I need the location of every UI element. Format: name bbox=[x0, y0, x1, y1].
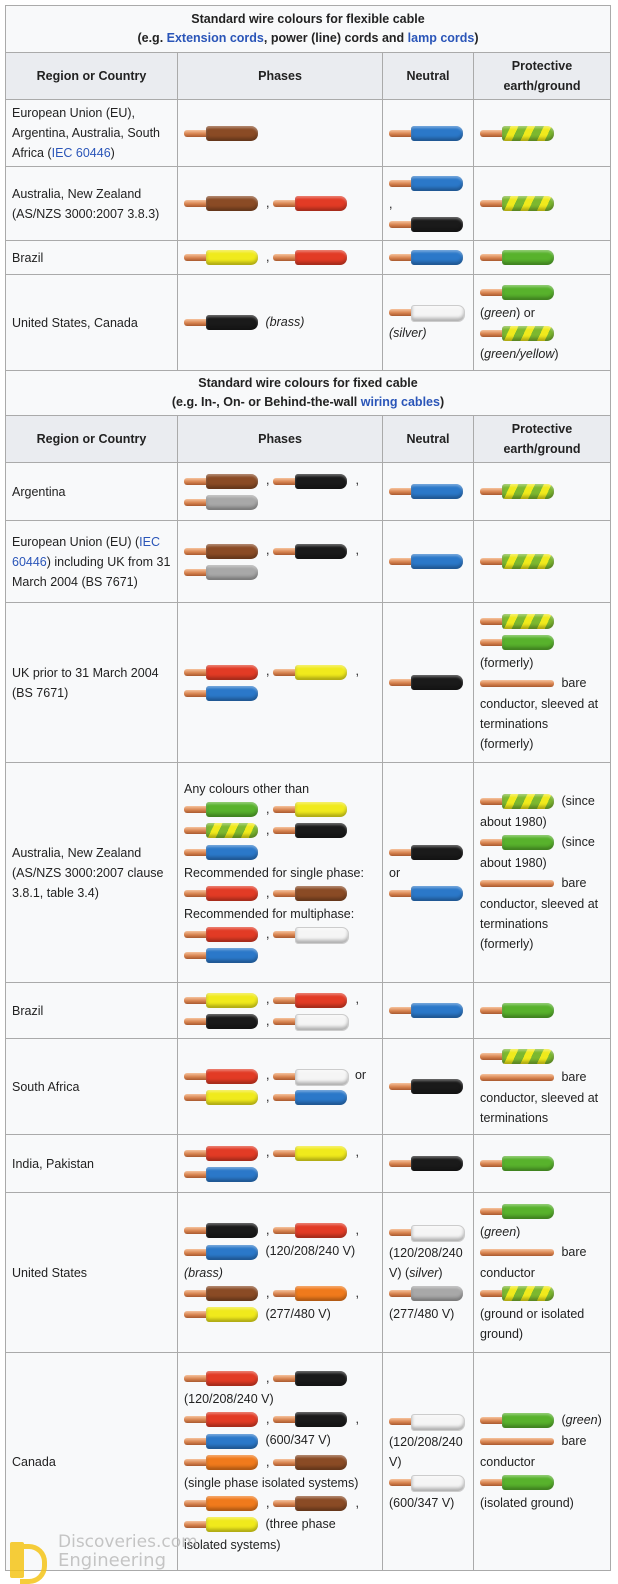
wire-green-icon bbox=[480, 1474, 558, 1491]
wire-brown-icon bbox=[273, 1454, 351, 1471]
flexible-caption: Standard wire colours for flexible cable (e.g. Extension cords, power (line) cords and lamp cords) bbox=[6, 6, 611, 53]
wire-green-yellow-icon bbox=[480, 553, 558, 570]
wire-black-icon bbox=[273, 1370, 351, 1387]
table-row: United States , , (120/208/240 V) (brass) , , (277/480 V) (120/208/240 V) (silver) (277/480 V) (green) bare conductor (ground or isolated ground) bbox=[6, 1193, 611, 1353]
wire-red-icon bbox=[273, 992, 351, 1009]
flexible-title: Standard wire colours for flexible cable bbox=[191, 12, 425, 26]
watermark: Discoveries.com Engineering bbox=[6, 1538, 50, 1582]
wire-green-icon bbox=[480, 284, 558, 301]
wire-black-icon bbox=[184, 314, 262, 331]
wire-red-icon bbox=[184, 1370, 262, 1387]
wire-orange-icon bbox=[184, 1495, 262, 1512]
wire-blue-icon bbox=[184, 1244, 262, 1261]
wire-red-icon bbox=[273, 249, 351, 266]
wire-red-icon bbox=[273, 195, 351, 212]
iec-link[interactable]: IEC 60446 bbox=[51, 146, 111, 160]
col-pe: Protective earth/ground bbox=[474, 53, 611, 100]
wire-blue-icon bbox=[184, 685, 262, 702]
wire-blue-icon bbox=[389, 885, 467, 902]
wire-green-yellow-icon bbox=[184, 822, 262, 839]
fixed-caption: Standard wire colours for fixed cable (e.g. In-, On- or Behind-the-wall wiring cables) bbox=[6, 371, 611, 416]
wire-green-yellow-icon bbox=[480, 1285, 558, 1302]
table-row: Brazil , , , bbox=[6, 983, 611, 1039]
wire-colour-table bbox=[5, 5, 611, 1571]
wire-red-icon bbox=[184, 664, 262, 681]
table-row: South Africa , or , bare conductor, sleeved at terminations bbox=[6, 1039, 611, 1135]
wire-black-icon bbox=[389, 1078, 467, 1095]
wire-yellow-icon bbox=[184, 992, 262, 1009]
wire-yellow-icon bbox=[273, 664, 351, 681]
wire-green-yellow-icon bbox=[480, 483, 558, 500]
wire-brown-icon bbox=[184, 473, 262, 490]
wire-green-icon bbox=[480, 634, 558, 651]
wire-green-icon bbox=[184, 801, 262, 818]
wire-red-icon bbox=[184, 926, 262, 943]
table-row: Australia, New Zealand (AS/NZS 3000:2007 clause 3.8.1, table 3.4) Any colours other than , , Recommended for single phase: , Recommended for multiphase: , or (since about 1980) (since about 1980) bare conductor, sleeved at terminations (formerly) bbox=[6, 763, 611, 983]
table-row: Australia, New Zealand (AS/NZS 3000:2007 3.8.3) , , bbox=[6, 167, 611, 241]
col-neutral: Neutral bbox=[383, 53, 474, 100]
wire-brown-icon bbox=[273, 1495, 351, 1512]
wire-black-icon bbox=[273, 543, 351, 560]
wire-black-icon bbox=[184, 1013, 262, 1030]
wire-green-icon bbox=[480, 1412, 558, 1429]
wire-blue-icon bbox=[184, 1166, 262, 1183]
wire-blue-icon bbox=[389, 1002, 467, 1019]
wire-blue-icon bbox=[184, 844, 262, 861]
wire-yellow-icon bbox=[273, 1145, 351, 1162]
wire-green-yellow-icon bbox=[480, 195, 558, 212]
fixed-title: Standard wire colours for fixed cable bbox=[198, 376, 418, 390]
wire-blue-icon bbox=[273, 1089, 351, 1106]
table-row: European Union (EU) (IEC 60446) including UK from 31 March 2004 (BS 7671) , , bbox=[6, 521, 611, 603]
wire-orange-icon bbox=[273, 1285, 351, 1302]
wire-yellow-icon bbox=[184, 249, 262, 266]
wire-black-icon bbox=[389, 674, 467, 691]
wire-blue-icon bbox=[184, 947, 262, 964]
wire-white-icon bbox=[273, 1068, 351, 1085]
wire-black-icon bbox=[184, 1222, 262, 1239]
col-region: Region or Country bbox=[6, 53, 178, 100]
wire-bare-icon bbox=[480, 1244, 558, 1261]
wire-brown-icon bbox=[184, 1285, 262, 1302]
wire-black-icon bbox=[389, 1155, 467, 1172]
wire-blue-icon bbox=[389, 175, 467, 192]
lamp-cords-link[interactable]: lamp cords bbox=[407, 31, 475, 45]
wire-black-icon bbox=[389, 844, 467, 861]
flexible-header-row bbox=[6, 53, 611, 100]
wire-brown-icon bbox=[184, 125, 262, 142]
wire-bare-icon bbox=[480, 875, 558, 892]
iec-link[interactable]: IEC 60446 bbox=[12, 534, 160, 569]
wire-yellow-icon bbox=[273, 801, 351, 818]
wire-white-icon bbox=[273, 1013, 351, 1030]
wire-bare-icon bbox=[480, 1433, 558, 1450]
region-cell: European Union (EU), Argentina, Australia, South Africa (IEC 60446) bbox=[6, 100, 178, 167]
wire-red-icon bbox=[273, 1222, 351, 1239]
wire-black-icon bbox=[273, 822, 351, 839]
table-row: Canada , (120/208/240 V) , , (600/347 V) , (single phase isolated systems) , , (three phase isolated systems) (120/208/240 V) (600/347 V) (green) bare conductor (isolated ground) bbox=[6, 1353, 611, 1571]
wire-white-icon bbox=[389, 1224, 467, 1241]
wiring-cables-link[interactable]: wiring cables bbox=[360, 395, 440, 409]
wire-brown-icon bbox=[273, 885, 351, 902]
wire-blue-icon bbox=[389, 249, 467, 266]
wire-green-yellow-icon bbox=[480, 793, 558, 810]
wire-red-icon bbox=[184, 1145, 262, 1162]
table-row: UK prior to 31 March 2004 (BS 7671) , , (formerly) bare conductor, sleeved at terminations (formerly) bbox=[6, 603, 611, 763]
wire-brown-icon bbox=[184, 543, 262, 560]
wire-white-icon bbox=[389, 1413, 467, 1430]
wire-bare-icon bbox=[480, 1069, 558, 1086]
wire-orange-icon bbox=[184, 1454, 262, 1471]
table-row: United States, Canada (brass) (silver) (green) or (green/yellow) bbox=[6, 275, 611, 371]
fixed-header-row: Region or Country Phases Neutral Protective earth/ground bbox=[6, 416, 611, 463]
wire-white-icon bbox=[389, 304, 467, 321]
wire-white-icon bbox=[273, 926, 351, 943]
wire-green-icon bbox=[480, 1155, 558, 1172]
wire-yellow-icon bbox=[184, 1089, 262, 1106]
col-phases: Phases bbox=[178, 53, 383, 100]
extension-cords-link[interactable]: Extension cords bbox=[166, 31, 264, 45]
wire-green-yellow-icon bbox=[480, 125, 558, 142]
wire-blue-icon bbox=[389, 483, 467, 500]
wire-red-icon bbox=[184, 1411, 262, 1428]
table-row: India, Pakistan , , bbox=[6, 1135, 611, 1193]
wire-blue-icon bbox=[184, 1433, 262, 1450]
wire-black-icon bbox=[273, 473, 351, 490]
wire-white-icon bbox=[389, 1474, 467, 1491]
wire-green-icon bbox=[480, 1203, 558, 1220]
wire-brown-icon bbox=[184, 195, 262, 212]
wire-green-yellow-icon bbox=[480, 325, 558, 342]
wire-black-icon bbox=[389, 216, 467, 233]
wire-green-yellow-icon bbox=[480, 1048, 558, 1065]
wire-green-icon bbox=[480, 249, 558, 266]
table-row: Brazil , bbox=[6, 241, 611, 275]
wire-green-icon bbox=[480, 834, 558, 851]
wire-green-yellow-icon bbox=[480, 613, 558, 630]
wire-grey-icon bbox=[184, 494, 262, 511]
wire-yellow-icon bbox=[184, 1516, 262, 1533]
table-row bbox=[6, 100, 611, 167]
wire-yellow-icon bbox=[184, 1306, 262, 1323]
wire-grey-icon bbox=[184, 564, 262, 581]
wire-bare-icon bbox=[480, 675, 558, 692]
logo-icon bbox=[6, 1538, 50, 1582]
wire-grey-icon bbox=[389, 1285, 467, 1302]
wire-red-icon bbox=[184, 1068, 262, 1085]
wire-blue-icon bbox=[389, 125, 467, 142]
wire-red-icon bbox=[184, 885, 262, 902]
wire-green-icon bbox=[480, 1002, 558, 1019]
wire-black-icon bbox=[273, 1411, 351, 1428]
table-row: Argentina , , bbox=[6, 463, 611, 521]
wire-blue-icon bbox=[389, 553, 467, 570]
